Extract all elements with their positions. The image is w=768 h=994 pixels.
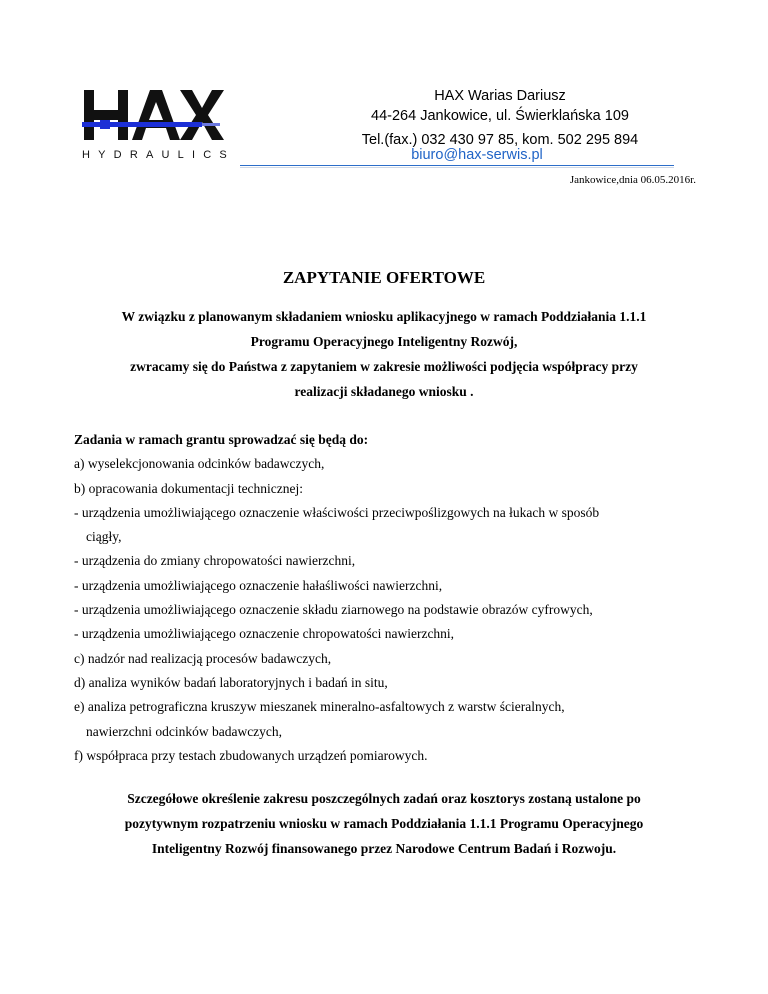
task-item: - urządzenia umożliwiającego oznaczenie chropowatości nawierzchni,: [74, 626, 455, 642]
company-email-link[interactable]: biuro@hax-serwis.pl: [411, 147, 543, 163]
document-date: Jankowice,dnia 06.05.2016r.: [569, 174, 696, 186]
header-divider: [240, 165, 674, 166]
task-item: - urządzenia umożliwiającego oznaczenie właściwości przeciwpoślizgowych na łukach w sposób: [74, 504, 600, 520]
intro-line: zwracamy się do Państwa z zapytaniem w zakresie możliwości podjęcia współpracy przy: [130, 359, 638, 374]
task-item: c) nadzór nad realizacją procesów badawczych,: [74, 650, 332, 666]
task-item: - urządzenia umożliwiającego oznaczenie hałaśliwości nawierzchni,: [74, 577, 443, 593]
email-row: [240, 146, 674, 166]
task-item: d) analiza wyników badań laboratoryjnych i badań in situ,: [74, 674, 388, 690]
intro-paragraph: [70, 304, 698, 404]
task-item: b) opracowania dokumentacji technicznej:: [74, 480, 304, 496]
company-logo: [80, 88, 228, 162]
intro-line: W związku z planowanym składaniem wniosku aplikacyjnego w ramach Poddziałania 1.1.1: [121, 309, 647, 324]
company-phone: Tel.(fax.) 032 430 97 85, kom. 502 295 894: [361, 132, 639, 148]
hax-logo-graphic: [80, 88, 228, 162]
tasks-section: [74, 428, 714, 768]
closing-line: Inteligentny Rozwój finansowanego przez Narodowe Centrum Badań i Rozwoju.: [151, 841, 617, 856]
task-item: f) współpraca przy testach zbudowanych urządzeń pomiarowych.: [74, 747, 428, 763]
task-item: e) analiza petrograficzna kruszyw mieszanek mineralno-asfaltowych z warstw ścieralnych,: [74, 699, 565, 715]
closing-paragraph: [64, 786, 704, 861]
task-item: - urządzenia do zmiany chropowatości nawierzchni,: [74, 553, 356, 569]
closing-line: Szczegółowe określenie zakresu poszczególnych zadań oraz kosztorys zostaną ustalone po: [127, 791, 641, 806]
tasks-heading: Zadania w ramach grantu sprowadzać się będą do:: [74, 432, 369, 447]
company-contact-block: [320, 86, 680, 150]
company-name: HAX Warias Dariusz: [434, 88, 566, 104]
company-address: 44-264 Jankowice, ul. Świerklańska 109: [371, 108, 629, 124]
intro-line: Programu Operacyjnego Inteligentny Rozwój,: [250, 334, 518, 349]
task-item-continuation: ciągły,: [86, 529, 122, 545]
task-item: a) wyselekcjonowania odcinków badawczych,: [74, 456, 325, 472]
closing-line: pozytywnym rozpatrzeniu wniosku w ramach Poddziałania 1.1.1 Programu Operacyjnego: [124, 816, 644, 831]
logo-subtext: HYDRAULICS: [82, 149, 228, 161]
intro-line: realizacji składanego wniosku .: [294, 384, 474, 399]
document-title: ZAPYTANIE OFERTOWE: [282, 268, 486, 287]
task-item-continuation: nawierzchni odcinków badawczych,: [86, 723, 283, 739]
task-item: - urządzenia umożliwiającego oznaczenie składu ziarnowego na podstawie obrazów cyfrowych,: [74, 602, 593, 618]
header-divider-shadow: [240, 167, 674, 168]
